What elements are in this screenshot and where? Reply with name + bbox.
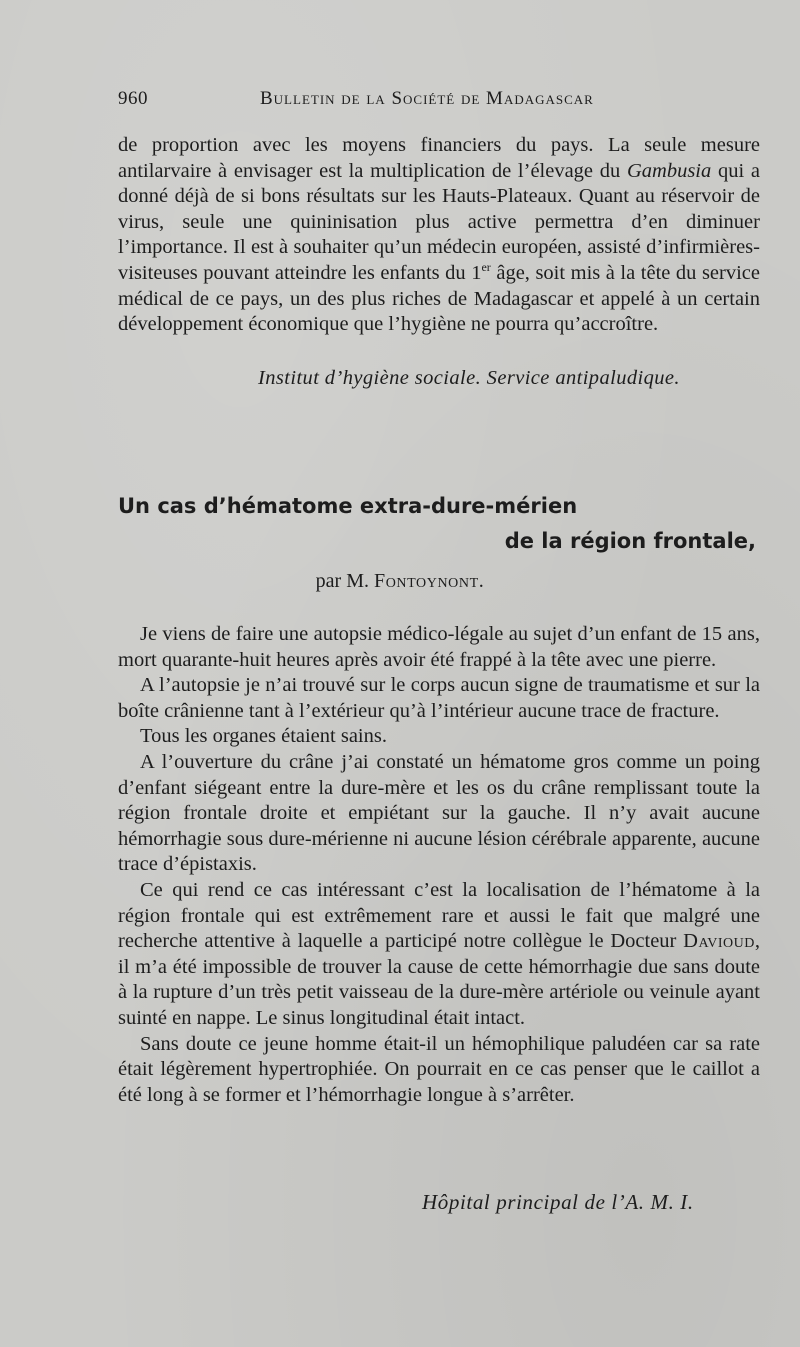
body-paragraph [118,878,760,1032]
page-header [118,88,758,116]
body-paragraph: Tous les organes étaient sains. [140,725,387,748]
closing-paragraph-text-b: qui a donné déjà de si bons résultats sur les Hauts-Plateaux. Quant au réservoir de virus, seule une quininisation plus active permettra d’en diminuer l’importance. Il est à souhaiter qu’un médecin européen, assisté d’infirmières-visiteuses pouvant atteindre les enfants du 1 [118,159,760,284]
article-title-line-1: Un cas d’hématome extra-dure-mérien [118,494,578,518]
closing-paragraph-text-c: âge, soit mis à la tête du service médical de ce pays, un des plus riches de Madagascar et appelé à un certain développement économique que l’hygiène ne pourra qu’accroître. [118,261,760,336]
closing-paragraph [118,133,760,338]
species-name: Gambusia [626,159,712,182]
doctor-name: Davioud [683,930,755,953]
article-title-line-2: de la région frontale, [504,529,756,553]
ordinal-superscript: er [481,260,491,275]
previous-article-signature: Institut d’hygiène sociale. Service antipaludique. [258,367,680,389]
author-byline [0,570,800,593]
running-head: Bulletin de la Société de Madagascar [260,88,594,109]
author-prefix: par M. [315,570,374,592]
body-paragraph-text-b: , il m’a été impossible de trouver la cause de cette hémorrhagie due sans doute à la rupture d’un très petit vaisseau de la dure-mère artériole ou veinule ayant suinté en nappe. Le sinus longitudinal était intact. [118,930,760,1029]
body-paragraph: A l’ouverture du crâne j’ai constaté un hématome gros comme un poing d’enfant siégeant entre la dure-mère et les os du crâne remplissant toute la région frontale droite et empiétant sur la gauche. Il n’y avait aucune hémorrhagie sous dure-mérienne ni aucune lésion cérébrale apparente, aucune trace d’épistaxis. [118,750,760,876]
author-name: Fontoynont. [373,570,485,592]
article-signature: Hôpital principal de l’A. M. I. [422,1190,694,1214]
body-paragraph-text-a: Ce qui rend ce cas intéressant c’est la localisation de l’hématome à la région frontale qui est extrêmement rare et aussi le fait que malgré une recherche attentive à laquelle a participé notre collègue le Docteur [118,878,760,953]
page-number: 960 [118,88,148,109]
body-paragraph: Sans doute ce jeune homme était-il un hémophilique paludéen car sa rate était légèrement hypertrophiée. On pourrait en ce cas penser que le caillot a été long à se former et l’hémorrhagie longue à s’arrêter. [118,1032,760,1106]
article-body [118,622,760,1108]
body-paragraph: Je viens de faire une autopsie médico-légale au sujet d’un enfant de 15 ans, mort quarante-huit heures après avoir été frappé à la tête avec une pierre. [118,623,760,671]
closing-paragraph-text-a: de proportion avec les moyens financiers du pays. La seule mesure antilarvaire à envisager est la multiplication de l’élevage du [118,134,760,182]
body-paragraph: A l’autopsie je n’ai trouvé sur le corps aucun signe de traumatisme et sur la boîte crânienne tant à l’extérieur qu’à l’intérieur aucune trace de fracture. [118,674,760,722]
previous-article-ending [118,133,760,338]
